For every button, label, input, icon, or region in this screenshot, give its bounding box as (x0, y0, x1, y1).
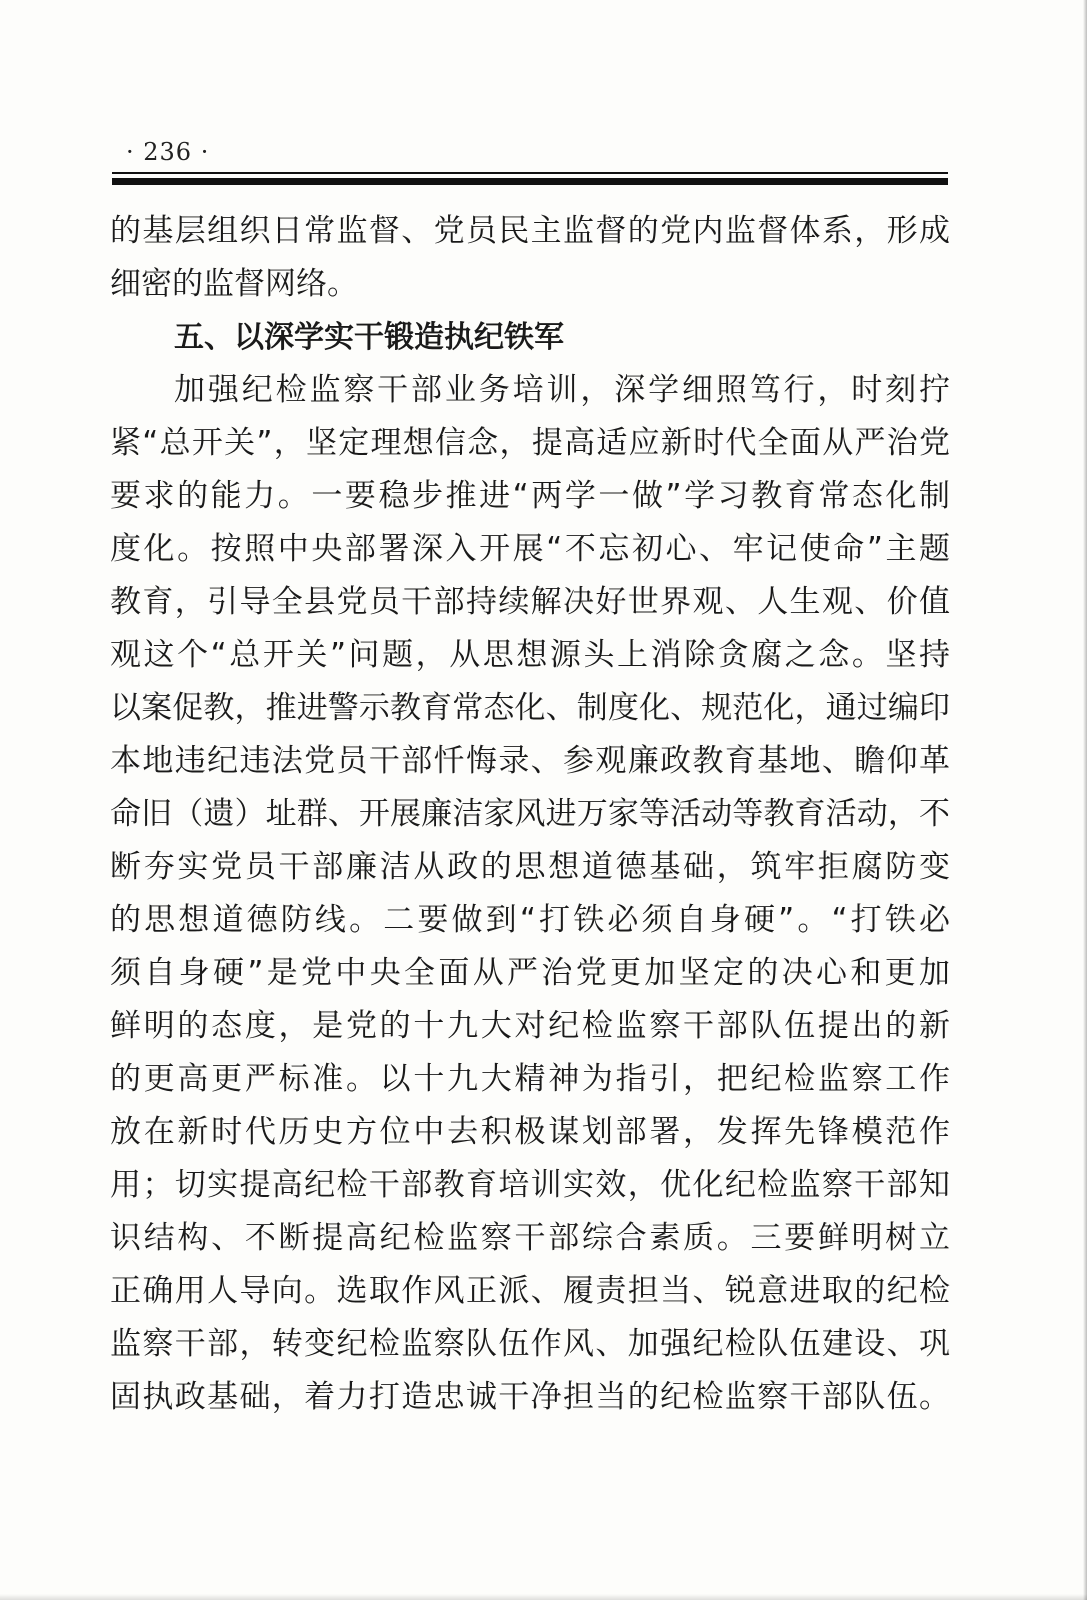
text-line: 以案促教，推进警示教育常态化、制度化、规范化，通过编印 (110, 690, 950, 726)
text-line: 的基层组织日常监督、党员民主监督的党内监督体系，形成 (110, 213, 950, 249)
text-line: 正确用人导向。选取作风正派、履责担当、锐意进取的纪检 (110, 1273, 950, 1309)
text-line: 要求的能力。一要稳步推进“两学一做”学习教育常态化制 (110, 478, 950, 514)
text-line: 鲜明的态度，是党的十九大对纪检监察干部队伍提出的新 (110, 1008, 950, 1044)
text-line: 的更高更严标准。以十九大精神为指引，把纪检监察工作 (110, 1061, 950, 1097)
section-heading: 五、以深学实干锻造执纪铁军 (174, 320, 564, 355)
text-line: 度化。按照中央部署深入开展“不忘初心、牢记使命”主题 (110, 531, 950, 567)
text-line: 监察干部，转变纪检监察队伍作风、加强纪检队伍建设、巩 (110, 1326, 950, 1362)
text-line: 须自身硬”是党中央全面从严治党更加坚定的决心和更加 (110, 955, 950, 991)
text-line: 命旧（遗）址群、开展廉洁家风进万家等活动等教育活动，不 (110, 796, 950, 832)
header-rule-thin (112, 172, 948, 174)
scan-edge-shadow (1083, 0, 1087, 1600)
text-line: 细密的监督网络。 (110, 266, 358, 302)
text-line: 放在新时代历史方位中去积极谋划部署，发挥先锋模范作 (110, 1114, 950, 1150)
text-line: 本地违纪违法党员干部忏悔录、参观廉政教育基地、瞻仰革 (110, 743, 950, 779)
text-line: 教育，引导全县党员干部持续解决好世界观、人生观、价值 (110, 584, 950, 620)
text-line: 紧“总开关”，坚定理想信念，提高适应新时代全面从严治党 (110, 425, 950, 461)
text-line: 用；切实提高纪检干部教育培训实效，优化纪检监察干部知 (110, 1167, 950, 1203)
page-header (112, 138, 948, 198)
text-line: 固执政基础，着力打造忠诚干净担当的纪检监察干部队伍。 (110, 1379, 950, 1415)
scan-bottom-shadow (0, 1594, 1087, 1600)
text-line: 的思想道德防线。二要做到“打铁必须自身硬”。“打铁必 (110, 902, 950, 938)
text-line: 识结构、不断提高纪检监察干部综合素质。三要鲜明树立 (110, 1220, 950, 1256)
text-line: 加强纪检监察干部业务培训，深学细照笃行，时刻拧 (174, 372, 950, 408)
body-text (110, 205, 950, 1424)
page-number: · 236 · (126, 138, 210, 166)
text-line: 断夯实党员干部廉洁从政的思想道德基础，筑牢拒腐防变 (110, 849, 950, 885)
text-line: 观这个“总开关”问题，从思想源头上消除贪腐之念。坚持 (110, 637, 950, 673)
header-rule-thick (112, 178, 948, 185)
